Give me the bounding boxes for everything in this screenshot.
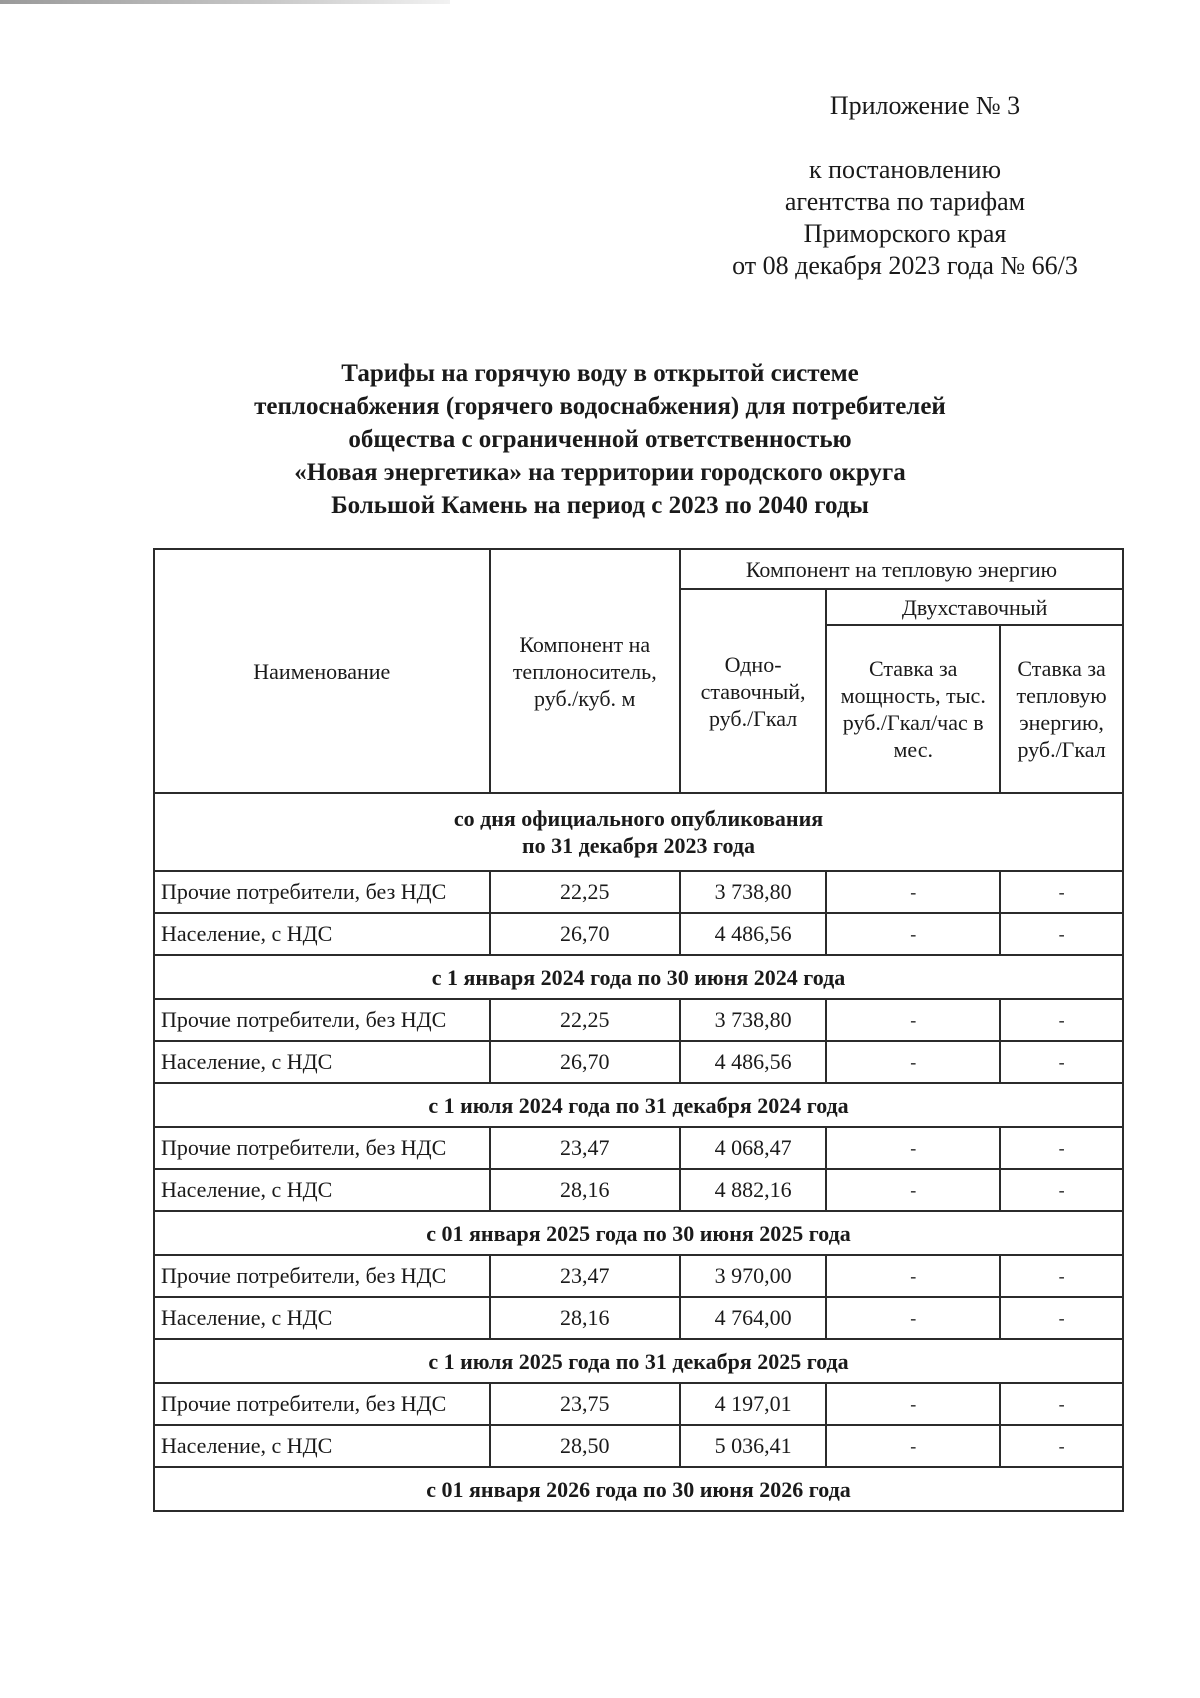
period-row [154, 1211, 1123, 1255]
row-name: Население, с НДС [154, 1425, 490, 1467]
period-label [154, 793, 1123, 871]
single-rate-value: 5 036,41 [680, 1425, 826, 1467]
table-row [154, 871, 1123, 913]
energy-rate-value: - [1000, 1425, 1123, 1467]
single-rate-value: 4 882,16 [680, 1169, 826, 1211]
row-name: Население, с НДС [154, 1169, 490, 1211]
single-rate-value: 3 970,00 [680, 1255, 826, 1297]
header-carrier: Компонент на теплоноситель, руб./куб. м [490, 549, 680, 793]
energy-rate-value: - [1000, 1041, 1123, 1083]
row-name: Прочие потребители, без НДС [154, 1255, 490, 1297]
period-label: с 1 июля 2024 года по 31 декабря 2024 года [154, 1083, 1123, 1127]
energy-rate-value: - [1000, 1169, 1123, 1211]
table-row [154, 913, 1123, 955]
energy-rate-value: - [1000, 999, 1123, 1041]
header-single-rate: Одно-ставочный, руб./Гкал [680, 589, 826, 793]
row-name: Население, с НДС [154, 1041, 490, 1083]
single-rate-value: 4 764,00 [680, 1297, 826, 1339]
table-header [154, 549, 1123, 793]
header-energy-rate: Ставка за тепловую энергию, руб./Гкал [1000, 625, 1123, 793]
appendix-line: к постановлению [808, 155, 1002, 184]
energy-rate-value: - [1000, 1383, 1123, 1425]
title-line: теплоснабжения (горячего водоснабжения) для потребителей [254, 393, 946, 420]
period-row [154, 1467, 1123, 1511]
row-name: Население, с НДС [154, 1297, 490, 1339]
capacity-rate-value: - [826, 1255, 1000, 1297]
document-title [150, 357, 1050, 522]
capacity-rate-value: - [826, 1383, 1000, 1425]
scan-edge-mark [0, 0, 450, 4]
capacity-rate-value: - [826, 1425, 1000, 1467]
energy-rate-value: - [1000, 1297, 1123, 1339]
row-name: Прочие потребители, без НДС [154, 1127, 490, 1169]
appendix-header [700, 90, 1110, 282]
tariff-table [153, 548, 1124, 1512]
table-row [154, 1425, 1123, 1467]
appendix-date-line: от 08 декабря 2023 года № 66/3 [732, 251, 1078, 280]
carrier-value: 23,75 [490, 1383, 680, 1425]
row-name: Прочие потребители, без НДС [154, 1383, 490, 1425]
energy-rate-value: - [1000, 1127, 1123, 1169]
table-row [154, 1041, 1123, 1083]
single-rate-value: 4 486,56 [680, 1041, 826, 1083]
single-rate-value: 3 738,80 [680, 999, 826, 1041]
period-row [154, 1083, 1123, 1127]
row-name: Прочие потребители, без НДС [154, 871, 490, 913]
carrier-value: 28,50 [490, 1425, 680, 1467]
table-row [154, 1169, 1123, 1211]
period-label: с 01 января 2025 года по 30 июня 2025 года [154, 1211, 1123, 1255]
carrier-value: 23,47 [490, 1127, 680, 1169]
table-row [154, 1255, 1123, 1297]
period-label: с 1 января 2024 года по 30 июня 2024 года [154, 955, 1123, 999]
row-name: Население, с НДС [154, 913, 490, 955]
capacity-rate-value: - [826, 1297, 1000, 1339]
period-row [154, 955, 1123, 999]
capacity-rate-value: - [826, 871, 1000, 913]
title-line: общества с ограниченной ответственностью [348, 426, 852, 453]
single-rate-value: 4 197,01 [680, 1383, 826, 1425]
capacity-rate-value: - [826, 1127, 1000, 1169]
capacity-rate-value: - [826, 913, 1000, 955]
table-row [154, 999, 1123, 1041]
carrier-value: 28,16 [490, 1297, 680, 1339]
capacity-rate-value: - [826, 1169, 1000, 1211]
table-row [154, 1383, 1123, 1425]
period-row [154, 1339, 1123, 1383]
header-double-rate: Двухставочный [826, 589, 1123, 625]
period-label: с 01 января 2026 года по 30 июня 2026 года [154, 1467, 1123, 1511]
title-line: Большой Камень на период с 2023 по 2040 годы [331, 492, 869, 519]
appendix-line: агентства по тарифам [784, 187, 1026, 216]
carrier-value: 28,16 [490, 1169, 680, 1211]
table-row [154, 1127, 1123, 1169]
header-heat-component: Компонент на тепловую энергию [680, 549, 1123, 589]
table-row [154, 1297, 1123, 1339]
single-rate-value: 3 738,80 [680, 871, 826, 913]
title-line: Тарифы на горячую воду в открытой системе [341, 360, 859, 387]
appendix-line: Приморского края [803, 219, 1007, 248]
carrier-value: 22,25 [490, 999, 680, 1041]
carrier-value: 26,70 [490, 1041, 680, 1083]
appendix-spacer [700, 122, 1110, 154]
period-label: с 1 июля 2025 года по 31 декабря 2025 года [154, 1339, 1123, 1383]
carrier-value: 26,70 [490, 913, 680, 955]
carrier-value: 23,47 [490, 1255, 680, 1297]
capacity-rate-value: - [826, 1041, 1000, 1083]
energy-rate-value: - [1000, 1255, 1123, 1297]
title-line: «Новая энергетика» на территории городского округа [294, 459, 906, 486]
appendix-number: Приложение № 3 [829, 91, 1021, 120]
carrier-value: 22,25 [490, 871, 680, 913]
period-label-line: со дня официального опубликования [453, 806, 824, 831]
period-row [154, 793, 1123, 871]
energy-rate-value: - [1000, 871, 1123, 913]
capacity-rate-value: - [826, 999, 1000, 1041]
period-label-line: по 31 декабря 2023 года [522, 833, 755, 858]
energy-rate-value: - [1000, 913, 1123, 955]
single-rate-value: 4 068,47 [680, 1127, 826, 1169]
single-rate-value: 4 486,56 [680, 913, 826, 955]
header-name: Наименование [154, 549, 490, 793]
header-capacity-rate: Ставка за мощность, тыс. руб./Гкал/час в мес. [826, 625, 1000, 793]
row-name: Прочие потребители, без НДС [154, 999, 490, 1041]
